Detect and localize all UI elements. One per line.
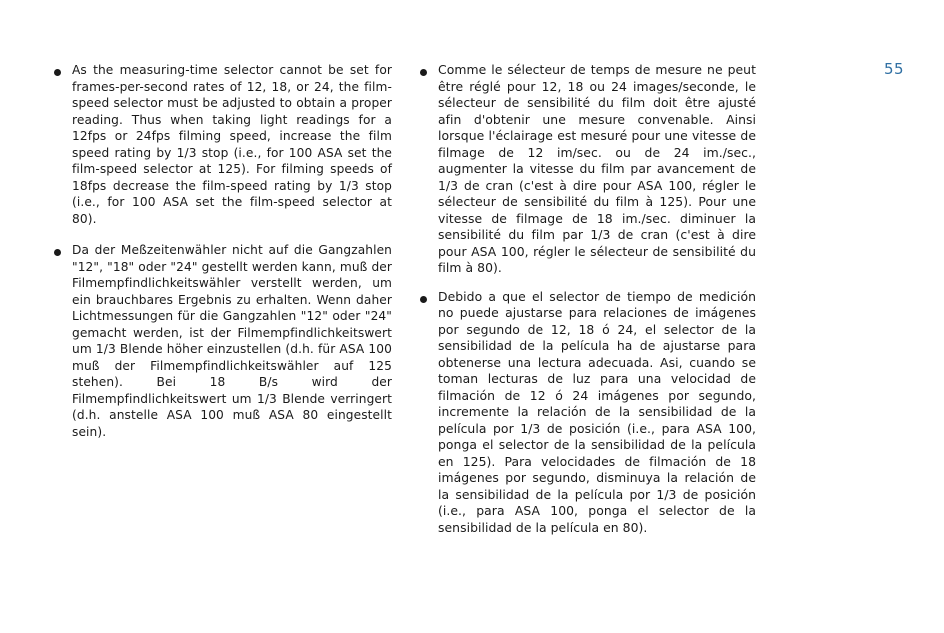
paragraph-english — [40, 62, 392, 227]
paragraph-german — [40, 242, 392, 440]
paragraph-french — [406, 62, 756, 277]
paragraph-text: Comme le sélecteur de temps de mesure ne peut être réglé pour 12, 18 ou 24 images/seconde, le sélecteur de sensibilité du film doit être ajusté afin d'obtenir une mesure convenable. Ainsi lorsque l'éclairage est mesuré pour une vitesse de filmage de 12 im/sec. ou de 24 im./sec., augmenter la vitesse du film par avancement de 1/3 de cran (c'est à dire pour ASA 100, régler le sélecteur de sensibilité du film à 125). Pour une vitesse de filmage de 18 im./sec. diminuer la sensibilité du film par 1/3 de cran (c'est à dire pour ASA 100, régler le sélecteur de sensibilité du film à 80). — [438, 62, 756, 275]
paragraph-spanish — [406, 289, 756, 537]
bullet-icon — [420, 69, 427, 76]
left-column — [40, 62, 392, 456]
paragraph-text: As the measuring-time selector cannot be set for frames-per-second rates of 12, 18, or 24, the film-speed selector must be adjusted to obtain a proper reading. Thus when taking light readings for a 12fps or 24fps filming speed, increase the film speed rating by 1/3 stop (i.e., for 100 ASA set the film-speed selector at 125). For filming speeds of 18fps decrease the film-speed rating by 1/3 stop (i.e., for 100 ASA set the film-speed selector at 80). — [72, 63, 392, 226]
paragraph-text: Da der Meßzeitenwähler nicht auf die Gangzahlen "12", "18" oder "24" gestellt werden kann, muß der Filmempfindlichkeitswähler verstellt werden, um ein brauchbares Ergebnis zu erhalten. Wenn daher Lichtmessungen für die Gangzahlen "12" oder "24" gemacht werden, ist der Filmempfindlichkeitswert um 1/3 Blende höher einzustellen (d.h. für ASA 100 muß der Filmempfindlichkeitswähler auf 125 stehen). Bei 18 B/s wird der Filmempfindlichkeitswert um 1/3 Blende verringert (d.h. anstelle ASA 100 muß ASA 80 eingestellt sein). — [72, 243, 392, 439]
paragraph-text: Debido a que el selector de tiempo de medición no puede ajustarse para relaciones de imágenes por segundo de 12, 18 ó 24, el selector de la sensibilidad de la película ha de ajustarse para obtenerse una lectura adecuada. Asi, cuando se toman lecturas de luz para una velocidad de filmación de 12 ó 24 imágenes por segundo, incremente la relación de la sensibilidad de la película por 1/3 de posición (i.e., para ASA 100, ponga el selector de la sensibilidad de la película en 125). Para velocidades de filmación de 18 imágenes por segundo, disminuya la relación de la sensibilidad de la película por 1/3 de posición (i.e., para ASA 100, ponga el selector de la sensibilidad de la película en 80). — [438, 288, 756, 535]
page-number: 55 — [884, 60, 905, 78]
right-column — [406, 62, 756, 552]
bullet-icon — [54, 249, 61, 256]
bullet-icon — [54, 69, 61, 76]
bullet-icon — [420, 296, 427, 303]
